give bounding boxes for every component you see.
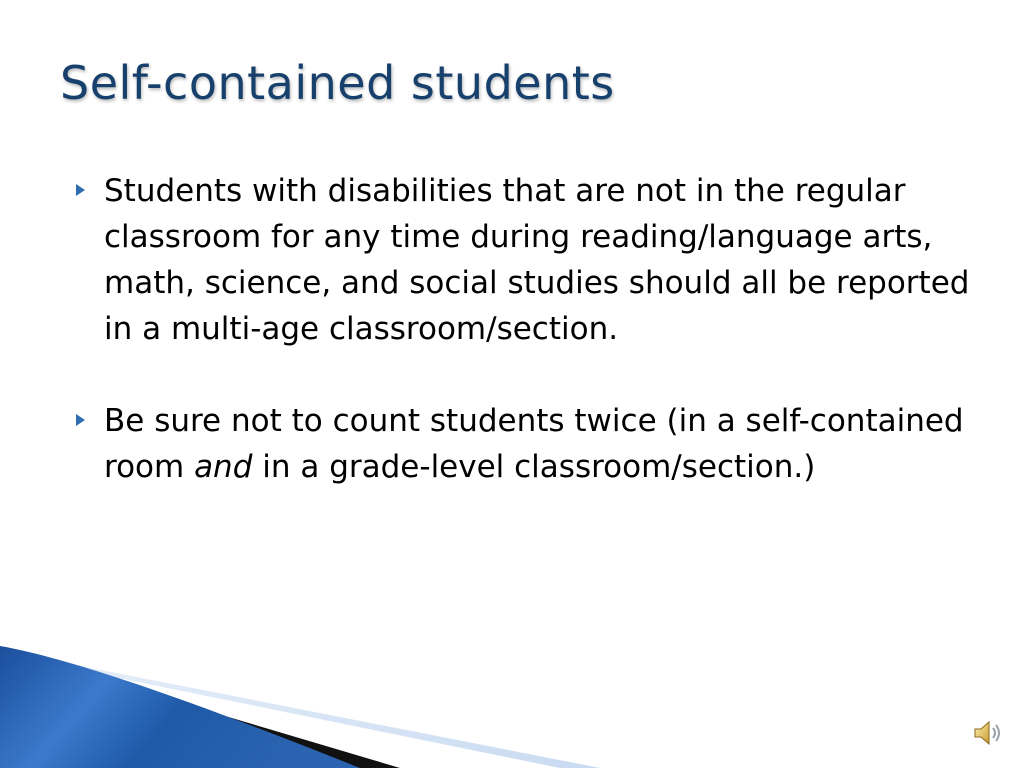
bullet-list [76,168,976,536]
triangle-bullet-icon [76,414,85,426]
triangle-bullet-icon [76,184,85,196]
slide-title: Self-contained students [60,56,615,110]
bullet-item [76,398,976,490]
blue-wave-wedge [0,646,360,768]
light-wave-stripe [50,662,600,768]
bullet-text: Students with disabilities that are not in the regular classroom for any time during reading/language arts, math, science, and social studies should all be reported in a multi-age classroom/section. [104,173,970,347]
speaker-icon[interactable] [972,718,1006,748]
bullet-text-start: Be sure not to count students twice (in a self-contained room [104,403,964,485]
bullet-text-emphasis: and [194,449,253,485]
bullet-item [76,168,976,352]
dark-wave-stripe [20,658,400,768]
bullet-text-end: in a grade-level classroom/section.) [252,449,816,485]
